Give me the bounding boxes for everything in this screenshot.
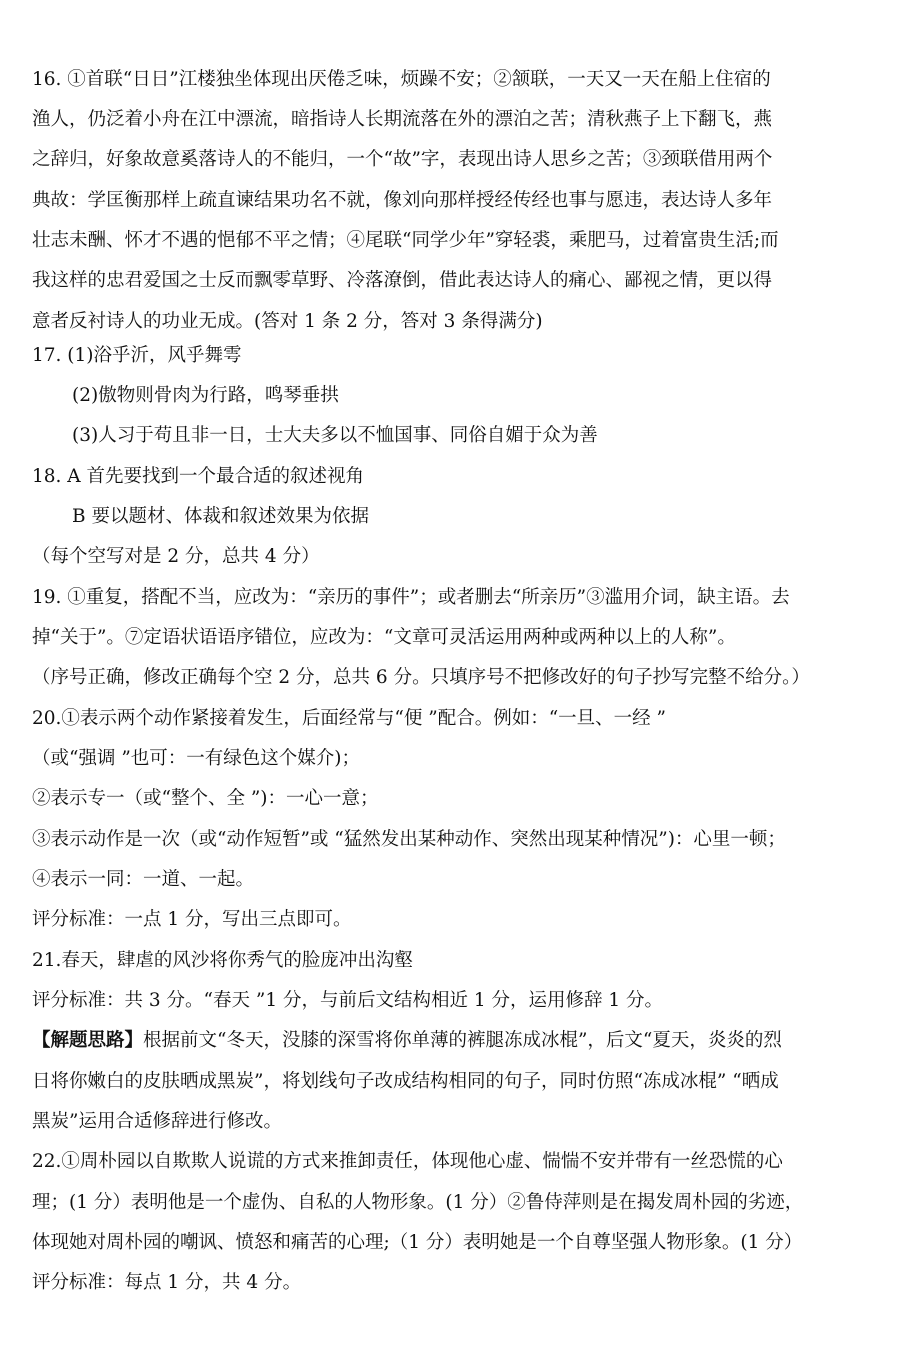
answer-22-scoring: 评分标准：每点 1 分，共 4 分。	[32, 1272, 302, 1293]
tip-label: 【解题思路】	[32, 1030, 144, 1051]
answer-16-line-5: 壮志未酬、怀才不遇的悒郁不平之情；④尾联“同学少年”穿轻裘，乘肥马，过着富贵生活;而	[32, 230, 779, 251]
answer-18-b: B 要以题材、体裁和叙述效果为依据	[72, 506, 369, 527]
answer-16-line-3: 之辞归，好象故意奚落诗人的不能归，一个“故”字，表现出诗人思乡之苦；③颈联借用两个	[32, 149, 773, 170]
answer-18-a: 18. A 首先要找到一个最合适的叙述视角	[32, 466, 365, 487]
answer-16-line-6: 我这样的忠君爱国之士反而飘零草野、冷落潦倒，借此表达诗人的痛心、鄙视之情，更以得	[32, 270, 773, 291]
answer-16-line-1: 16. ①首联“日日”江楼独坐体现出厌倦乏味，烦躁不安；②颔联，一天又一天在船上住宿的	[32, 69, 771, 90]
answer-19-line-2: 掉“关于”。⑦定语状语语序错位，应改为：“文章可灵活运用两种或两种以上的人称”。	[32, 627, 736, 648]
answer-16-line-2: 渔人，仍泛着小舟在江中漂流，暗指诗人长期流落在外的漂泊之苦；清秋燕子上下翻飞，燕	[32, 109, 773, 130]
answer-19-line-1: 19. ①重复，搭配不当，应改为：“亲历的事件”；或者删去“所亲历”③滥用介词，缺主语。去	[32, 587, 790, 608]
answer-21-scoring: 评分标准：共 3 分。“春天 ”1 分，与前后文结构相近 1 分，运用修辞 1 分。	[32, 990, 664, 1011]
answer-20-point-4: ④表示一同：一道、一起。	[32, 869, 255, 890]
answer-20-point-1-note: （或“强调 ”也可：一有绿色这个媒介)；	[32, 748, 361, 769]
answer-21: 21.春天，肆虐的风沙将你秀气的脸庞冲出沟壑	[32, 950, 413, 971]
answer-22-line-3: 体现她对周朴园的嘲讽、愤怒和痛苦的心理;（1 分）表明她是一个自尊坚强人物形象。(1 分）	[32, 1232, 803, 1253]
answer-20-point-3: ③表示动作是一次（或“动作短暂”或 “猛然发出某种动作、突然出现某种情况”)：心里一顿；	[32, 829, 786, 850]
answer-22-line-1: 22.①周朴园以自欺欺人说谎的方式来推卸责任，体现他心虚、惴惴不安并带有一丝恐慌的心	[32, 1151, 783, 1172]
answer-17-item-2: (2)傲物则骨肉为行路，鸣琴垂拱	[72, 385, 339, 406]
answer-21-tip-line-1	[32, 1026, 880, 1056]
answer-20-point-1: 20.①表示两个动作紧接着发生，后面经常与“便 ”配合。例如：“一旦、一经 ”	[32, 708, 667, 729]
answer-16-line-7: 意者反衬诗人的功业无成。(答对 1 条 2 分，答对 3 条得满分)	[32, 311, 543, 332]
answer-18-scoring: （每个空写对是 2 分，总共 4 分）	[32, 546, 320, 567]
tip-text: 根据前文“冬天，没膝的深雪将你单薄的裤腿冻成冰棍”，后文“夏天，炎炎的烈	[143, 1030, 782, 1051]
answer-17-heading: 17. (1)浴乎沂，风乎舞雩	[32, 345, 242, 366]
answer-16-line-4: 典故：学匡衡那样上疏直谏结果功名不就，像刘向那样授经传经也事与愿违，表达诗人多年	[32, 190, 773, 211]
answer-20-point-2: ②表示专一（或“整个、全 ”)：一心一意；	[32, 788, 379, 809]
answer-19-scoring: （序号正确，修改正确每个空 2 分，总共 6 分。只填序号不把修改好的句子抄写完整不给分。）	[32, 667, 810, 688]
answer-20-scoring: 评分标准：一点 1 分，写出三点即可。	[32, 909, 352, 930]
answer-22-line-2: 理；(1 分）表明他是一个虚伪、自私的人物形象。(1 分）②鲁侍萍则是在揭发周朴园的劣迹，	[32, 1192, 804, 1213]
answer-21-tip-line-3: 黑炭”运用合适修辞进行修改。	[32, 1111, 282, 1132]
answer-21-tip-line-2: 日将你嫩白的皮肤晒成黑炭”，将划线句子改成结构相同的句子，同时仿照“冻成冰棍” “晒成	[32, 1071, 779, 1092]
answer-17-item-3: (3)人习于苟且非一日，士大夫多以不恤国事、同俗自媚于众为善	[72, 425, 598, 446]
